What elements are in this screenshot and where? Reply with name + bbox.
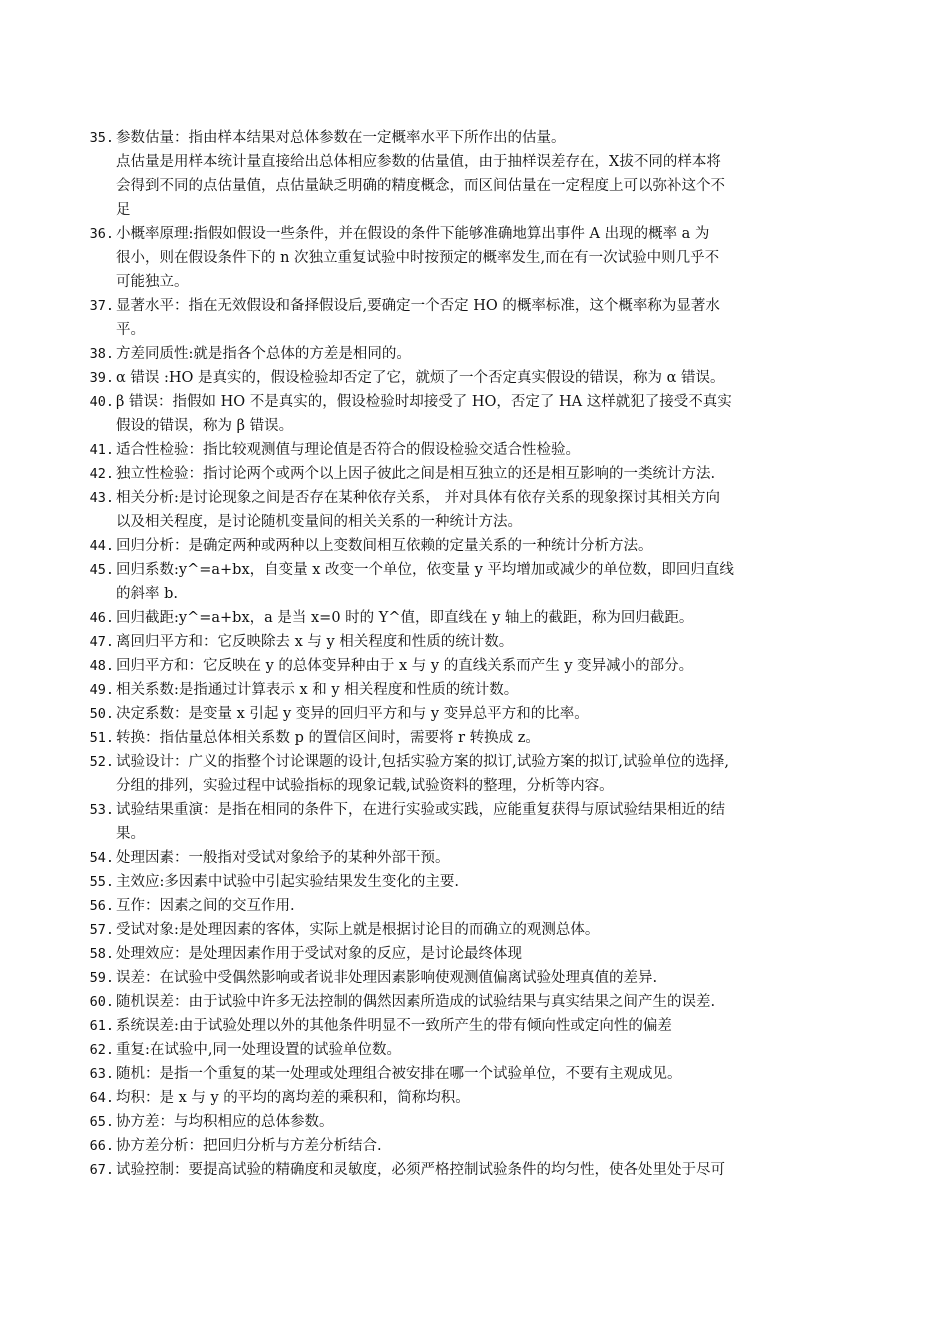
item-text (114, 1014, 868, 1038)
text-line: 果。 (116, 826, 145, 842)
list-item (78, 942, 868, 966)
text-line: 均积：是 x 与 y 的平均的离均差的乘积和，简称均积。 (116, 1090, 470, 1106)
item-number: 64. (89, 1090, 114, 1106)
item-number: 44. (89, 538, 114, 554)
item-number: 60. (89, 994, 114, 1010)
list-item (78, 846, 868, 870)
text-line: 试验设计：广义的指整个讨论课题的设计,包括实验方案的拟订,试验方案的拟订,试验单位的选择, (116, 754, 729, 770)
text-line: 互作：因素之间的交互作用. (116, 898, 295, 914)
text-line: 小概率原理:指假如假设一些条件，并在假设的条件下能够准确地算出事件 A 出现的概率 a 为 (116, 226, 710, 242)
list-item (78, 222, 868, 294)
text-line: 显著水平：指在无效假设和备择假设后,要确定一个否定 HO 的概率标准，这个概率称为显著水 (116, 298, 720, 314)
text-line: β 错误：指假如 HO 不是真实的，假设检验时却接受了 HO，否定了 HA 这样就犯了接受不真实 (116, 394, 732, 410)
item-number: 62. (89, 1042, 114, 1058)
item-text (114, 1134, 868, 1158)
text-line: 转换：指估量总体相关系数 p 的置信区间时，需要将 r 转换成 z。 (116, 730, 540, 746)
item-text (114, 366, 868, 390)
list-item (78, 894, 868, 918)
item-number: 37. (89, 298, 114, 314)
item-text (114, 606, 868, 630)
list-item (78, 1086, 868, 1110)
item-text (114, 342, 868, 366)
text-line: 处理因素：一般指对受试对象给予的某种外部干预。 (116, 850, 450, 866)
list-item (78, 678, 868, 702)
text-line: 平。 (116, 322, 145, 338)
text-line: 受试对象:是处理因素的客体，实际上就是根据讨论目的而确立的观测总体。 (116, 922, 600, 938)
item-text (114, 870, 868, 894)
item-text (114, 486, 868, 534)
text-line: 回归系数:y^=a+bx，自变量 x 改变一个单位，依变量 y 平均增加或减少的单位数，即回归直线 (116, 562, 734, 578)
text-line: 假设的错误，称为 β 错误。 (116, 418, 294, 434)
list-item (78, 654, 868, 678)
text-line: 处理效应：是处理因素作用于受试对象的反应，是讨论最终体现 (116, 946, 522, 962)
text-line: 决定系数：是变量 x 引起 y 变异的回归平方和与 y 变异总平方和的比率。 (116, 706, 589, 722)
text-line: 以及相关程度，是讨论随机变量间的相关关系的一种统计方法。 (116, 514, 522, 530)
list-item (78, 870, 868, 894)
list-item (78, 486, 868, 534)
text-line: 误差：在试验中受偶然影响或者说非处理因素影响使观测值偏离试验处理真值的差异. (116, 970, 658, 986)
list-item (78, 366, 868, 390)
list-item (78, 438, 868, 462)
text-line: 点估量是用样本统计量直接给出总体相应参数的估量值，由于抽样误差存在，X拔不同的样本将 (116, 154, 721, 170)
list-item (78, 1110, 868, 1134)
item-number: 61. (89, 1018, 114, 1034)
text-line: 方差同质性:就是指各个总体的方差是相同的。 (116, 346, 411, 362)
text-line: 回归分析：是确定两种或两种以上变数间相互依赖的定量关系的一种统计分析方法。 (116, 538, 653, 554)
text-line: 系统误差:由于试验处理以外的其他条件明显不一致所产生的带有倾向性或定向性的偏差 (116, 1018, 672, 1034)
item-text (114, 1110, 868, 1134)
item-number: 59. (89, 970, 114, 986)
text-line: 可能独立。 (116, 274, 189, 290)
list-item (78, 1158, 868, 1182)
item-text (114, 438, 868, 462)
item-text (114, 750, 868, 798)
item-number: 47. (89, 634, 114, 650)
item-number: 49. (89, 682, 114, 698)
text-line: 随机：是指一个重复的某一处理或处理组合被安排在哪一个试验单位，不要有主观成见。 (116, 1066, 682, 1082)
item-number: 55. (89, 874, 114, 890)
item-number: 50. (89, 706, 114, 722)
item-text (114, 390, 868, 438)
list-item (78, 1038, 868, 1062)
item-text (114, 1062, 868, 1086)
item-number: 51. (89, 730, 114, 746)
item-number: 35. (89, 130, 114, 146)
list-item (78, 294, 868, 342)
item-text (114, 1158, 868, 1182)
item-text (114, 222, 868, 294)
list-item (78, 606, 868, 630)
definition-list (78, 126, 868, 1182)
text-line: 参数估量：指由样本结果对总体参数在一定概率水平下所作出的估量。 (116, 130, 566, 146)
text-line: 回归截距:y^=a+bx，a 是当 x=0 时的 Y^值，即直线在 y 轴上的截距，称为回归截距。 (116, 610, 694, 626)
item-text (114, 534, 868, 558)
item-text (114, 1086, 868, 1110)
list-item (78, 126, 868, 222)
item-text (114, 894, 868, 918)
item-text (114, 846, 868, 870)
text-line: 独立性检验：指讨论两个或两个以上因子彼此之间是相互独立的还是相互影响的一类统计方法. (116, 466, 716, 482)
item-number: 53. (89, 802, 114, 818)
item-number: 39. (89, 370, 114, 386)
list-item (78, 1134, 868, 1158)
item-number: 36. (89, 226, 114, 242)
item-text (114, 654, 868, 678)
item-text (114, 294, 868, 342)
item-text (114, 1038, 868, 1062)
item-number: 66. (89, 1138, 114, 1154)
list-item (78, 630, 868, 654)
item-number: 45. (89, 562, 114, 578)
item-number: 48. (89, 658, 114, 674)
text-line: 协方差分析：把回归分析与方差分析结合. (116, 1138, 382, 1154)
item-number: 40. (89, 394, 114, 410)
text-line: 协方差：与均积相应的总体参数。 (116, 1114, 334, 1130)
item-number: 46. (89, 610, 114, 626)
item-number: 52. (89, 754, 114, 770)
item-text (114, 126, 868, 222)
list-item (78, 750, 868, 798)
item-number: 54. (89, 850, 114, 866)
list-item (78, 798, 868, 846)
list-item (78, 390, 868, 438)
list-item (78, 342, 868, 366)
text-line: α 错误 :HO 是真实的，假设检验却否定了它，就烦了一个否定真实假设的错误，称为 α 错误。 (116, 370, 725, 386)
item-number: 56. (89, 898, 114, 914)
text-line: 相关分析:是讨论现象之间是否存在某种依存关系， 并对具体有依存关系的现象探讨其相关方向 (116, 490, 720, 506)
text-line: 分组的排列，实验过程中试验指标的现象记载,试验资料的整理，分析等内容。 (116, 778, 614, 794)
list-item (78, 702, 868, 726)
item-text (114, 462, 868, 486)
text-line: 随机误差：由于试验中许多无法控制的偶然因素所造成的试验结果与真实结果之间产生的误差. (116, 994, 716, 1010)
list-item (78, 558, 868, 606)
item-text (114, 678, 868, 702)
item-number: 57. (89, 922, 114, 938)
text-line: 适合性检验：指比较观测值与理论值是否符合的假设检验交适合性检验。 (116, 442, 580, 458)
item-number: 58. (89, 946, 114, 962)
list-item (78, 462, 868, 486)
item-number: 38. (89, 346, 114, 362)
item-number: 63. (89, 1066, 114, 1082)
list-item (78, 1014, 868, 1038)
text-line: 会得到不同的点估量值，点估量缺乏明确的精度概念，而区间估量在一定程度上可以弥补这个不 (116, 178, 725, 194)
item-text (114, 990, 868, 1014)
text-line: 很小，则在假设条件下的 n 次独立重复试验中时按预定的概率发生,而在有一次试验中则几乎不 (116, 250, 720, 266)
list-item (78, 726, 868, 750)
item-text (114, 918, 868, 942)
list-item (78, 990, 868, 1014)
text-line: 回归平方和：它反映在 y 的总体变异种由于 x 与 y 的直线关系而产生 y 变异减小的部分。 (116, 658, 694, 674)
item-text (114, 558, 868, 606)
item-text (114, 702, 868, 726)
item-text (114, 942, 868, 966)
list-item (78, 966, 868, 990)
text-line: 的斜率 b. (116, 586, 178, 602)
text-line: 主效应:多因素中试验中引起实验结果发生变化的主要. (116, 874, 459, 890)
item-text (114, 726, 868, 750)
text-line: 试验控制：要提高试验的精确度和灵敏度，必须严格控制试验条件的均匀性，使各处里处于尽可 (116, 1162, 725, 1178)
item-text (114, 966, 868, 990)
item-number: 42. (89, 466, 114, 482)
item-number: 43. (89, 490, 114, 506)
text-line: 试验结果重演：是指在相同的条件下，在进行实验或实践，应能重复获得与原试验结果相近的结 (116, 802, 725, 818)
item-text (114, 630, 868, 654)
list-item (78, 918, 868, 942)
item-number: 65. (89, 1114, 114, 1130)
item-number: 67. (89, 1162, 114, 1178)
text-line: 相关系数:是指通过计算表示 x 和 y 相关程度和性质的统计数。 (116, 682, 519, 698)
list-item (78, 1062, 868, 1086)
list-item (78, 534, 868, 558)
text-line: 重复:在试验中,同一处理设置的试验单位数。 (116, 1042, 401, 1058)
item-number: 41. (89, 442, 114, 458)
item-text (114, 798, 868, 846)
text-line: 足 (116, 202, 131, 218)
text-line: 离回归平方和：它反映除去 x 与 y 相关程度和性质的统计数。 (116, 634, 514, 650)
